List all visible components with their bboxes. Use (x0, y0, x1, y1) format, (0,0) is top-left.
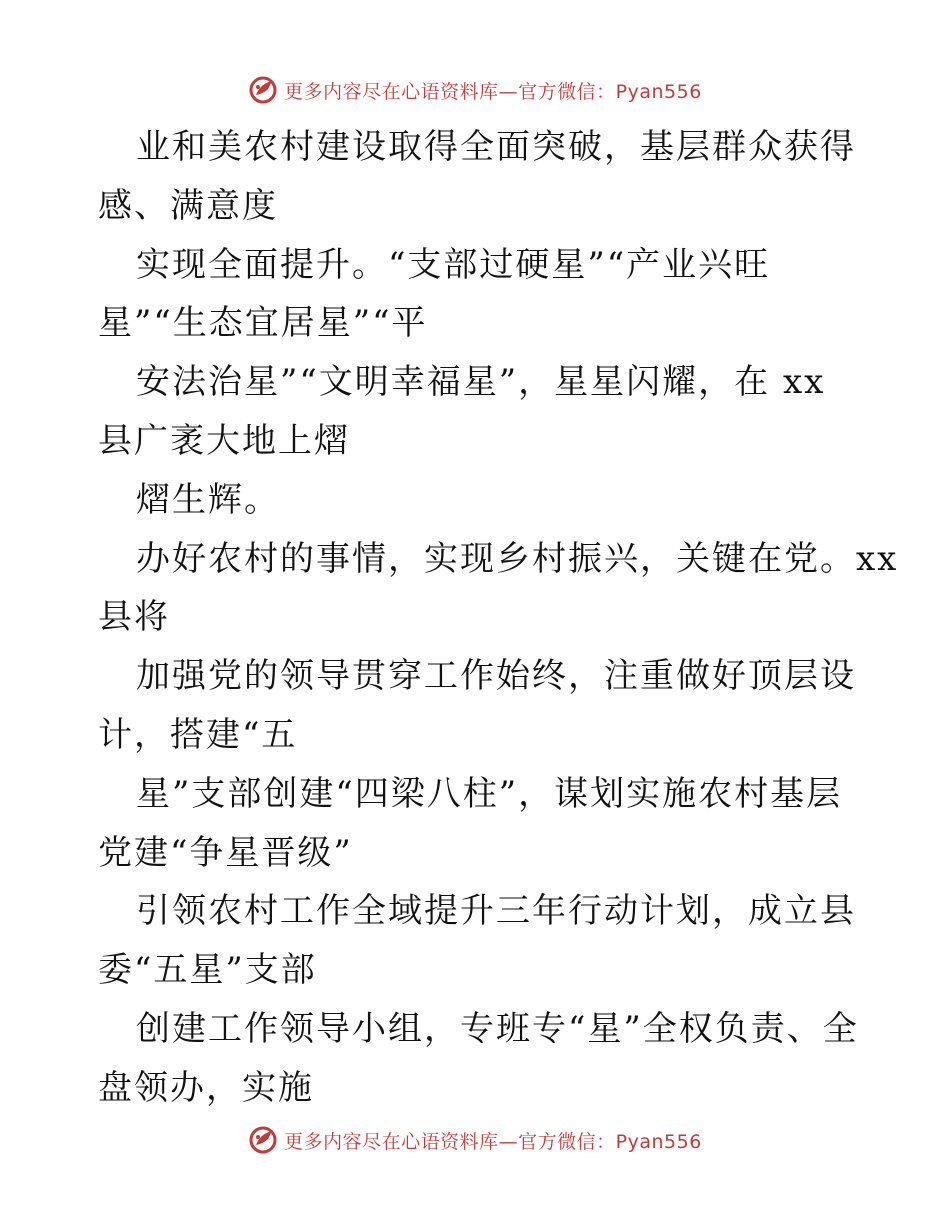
text-line: 办好农村的事情，实现乡村振兴，关键在党。xx (136, 538, 899, 579)
header-banner (0, 70, 950, 110)
text-line: 创建工作领导小组，专班专“星”全权负责、全 (136, 1008, 859, 1049)
document-body (98, 118, 899, 1118)
red-brush-seal-icon (248, 1125, 278, 1155)
banner-text: 更多内容尽在心语资料库—官方微信：Pyan556 (284, 1130, 702, 1153)
text-line: 县广袤大地上熠 (98, 420, 350, 461)
text-line: 引领农村工作全域提升三年行动计划，成立县 (136, 891, 856, 932)
text-line: 加强党的领导贯穿工作始终，注重做好顶层设 (136, 656, 856, 697)
text-line: 党建“争星晋级” (98, 832, 353, 873)
text-line: 熠生辉。 (136, 479, 280, 520)
text-line: 业和美农村建设取得全面突破，基层群众获得 (136, 127, 856, 167)
text-line: 感、满意度 (98, 185, 278, 226)
text-line: 安法治星”“文明幸福星”，星星闪耀，在 xx (136, 362, 826, 403)
footer-banner (0, 1120, 950, 1160)
text-line: 委“五星”支部 (98, 950, 317, 991)
text-line: 实现全面提升。“支部过硬星”“产业兴旺 (136, 244, 771, 285)
banner-text: 更多内容尽在心语资料库—官方微信：Pyan556 (284, 80, 702, 103)
text-line: 县将 (98, 597, 170, 638)
text-line: 星”支部创建“四梁八柱”，谋划实施农村基层 (136, 773, 843, 814)
text-line: 计，搭建“五 (98, 714, 298, 755)
text-line: 盘领办，实施 (98, 1067, 314, 1108)
red-brush-seal-icon (248, 75, 278, 105)
text-line: 星”“生态宜居星”“平 (98, 303, 428, 344)
